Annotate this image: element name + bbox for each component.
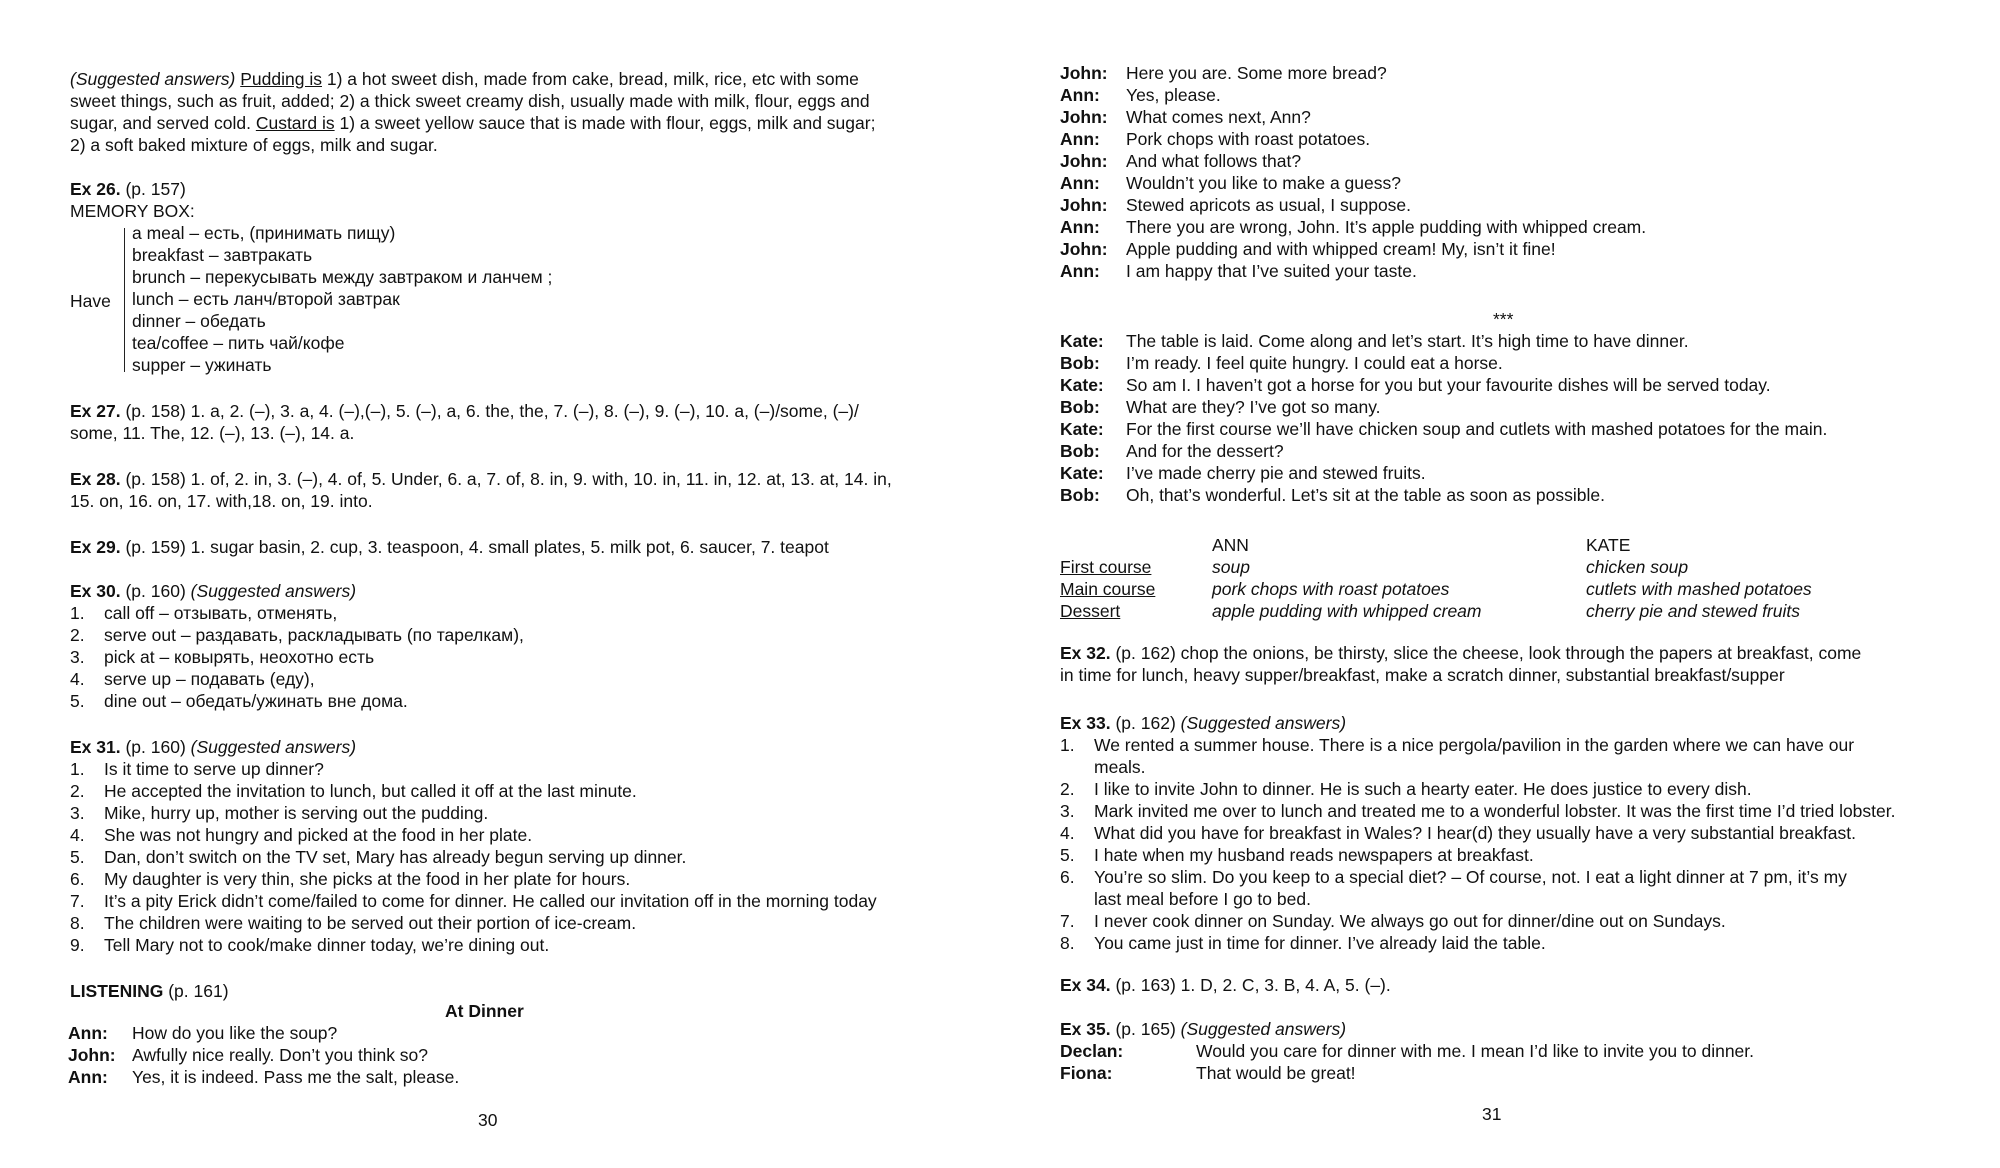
- memory-item: breakfast – завтракать: [132, 245, 313, 265]
- item-number: 1.: [70, 759, 85, 779]
- list-item: [70, 802, 877, 824]
- kate-dish: cutlets with mashed potatoes: [1586, 579, 1812, 599]
- dialogue-line: [1060, 1062, 1754, 1084]
- utterance: So am I. I haven’t got a horse for you but your favourite dishes will be served today.: [1126, 375, 1771, 395]
- list-item: [70, 868, 877, 890]
- ex32-answers-1: (p. 162) chop the onions, be thirsty, slice the cheese, look through the papers at breakfast, come: [1115, 643, 1862, 663]
- kate-dish: cherry pie and stewed fruits: [1586, 601, 1800, 621]
- list-item: [1060, 734, 1896, 778]
- item-text: Is it time to serve up dinner?: [104, 759, 324, 779]
- dialogue-line: [1060, 484, 1827, 506]
- ex27: [70, 400, 859, 444]
- utterance: Here you are. Some more bread?: [1126, 63, 1387, 83]
- ex31-label: Ex 31.: [70, 737, 121, 757]
- dialogue-line: [1060, 374, 1827, 396]
- ex26-ref: (p. 157): [125, 179, 186, 199]
- utterance: What comes next, Ann?: [1126, 107, 1311, 127]
- listening-ref: (p. 161): [168, 981, 229, 1001]
- speaker: Bob:: [1060, 353, 1100, 373]
- course-label: Main course: [1060, 579, 1156, 599]
- ex35-note: (Suggested answers): [1180, 1019, 1347, 1039]
- ex28-answers-2: 15. on, 16. on, 17. with,18. on, 19. into.: [70, 491, 373, 511]
- item-number: 8.: [1060, 933, 1075, 953]
- memory-item: brunch – перекусывать между завтраком и ланчем ;: [132, 267, 553, 287]
- utterance: Awfully nice really. Don’t you think so?: [132, 1045, 429, 1065]
- ex31-ref: (p. 160): [125, 737, 186, 757]
- dialogue-line: [1060, 128, 1646, 150]
- list-item: [70, 668, 524, 690]
- item-text: I like to invite John to dinner. He is such a hearty eater. He does justice to every dish.: [1094, 779, 1752, 799]
- utterance: Would you care for dinner with me. I mean I’d like to invite you to dinner.: [1196, 1041, 1755, 1061]
- speaker: Bob:: [1060, 441, 1100, 461]
- utterance: Oh, that’s wonderful. Let’s sit at the table as soon as possible.: [1126, 485, 1605, 505]
- speaker: Kate:: [1060, 463, 1104, 483]
- item-number: 4.: [70, 825, 85, 845]
- speaker: Ann:: [68, 1023, 108, 1043]
- item-number: 4.: [70, 669, 85, 689]
- custard-term: Custard is: [255, 113, 335, 133]
- ex27-label: Ex 27.: [70, 401, 121, 421]
- item-text: Mark invited me over to lunch and treated me to a wonderful lobster. It was the first time I’d tried lobster.: [1094, 801, 1896, 821]
- ex31: [70, 736, 877, 956]
- menu-col-ann: ANN: [1212, 535, 1249, 555]
- utterance: Pork chops with roast potatoes.: [1126, 129, 1371, 149]
- ex35-ref: (p. 165): [1115, 1019, 1176, 1039]
- speaker: Kate:: [1060, 331, 1104, 351]
- item-number: 7.: [1060, 911, 1075, 931]
- memory-item: supper – ужинать: [132, 355, 272, 375]
- ann-dish: pork chops with roast potatoes: [1212, 579, 1450, 599]
- item-number: 2.: [70, 781, 85, 801]
- ex32: [1060, 642, 1861, 686]
- speaker: Ann:: [1060, 129, 1100, 149]
- list-item: [70, 624, 524, 646]
- utterance: I’ve made cherry pie and stewed fruits.: [1126, 463, 1426, 483]
- memory-box-title: MEMORY BOX:: [70, 201, 195, 221]
- item-text: You came just in time for dinner. I’ve already laid the table.: [1094, 933, 1546, 953]
- item-number: 6.: [1060, 867, 1075, 887]
- pudding-def-1: 1) a hot sweet dish, made from cake, bread, milk, rice, etc with some: [326, 69, 859, 89]
- speaker: Ann:: [1060, 217, 1100, 237]
- ex35-label: Ex 35.: [1060, 1019, 1111, 1039]
- ex28-label: Ex 28.: [70, 469, 121, 489]
- list-item: [70, 646, 524, 668]
- list-item: [70, 690, 524, 712]
- speaker: John:: [1060, 151, 1108, 171]
- speaker: Ann:: [1060, 85, 1100, 105]
- item-text: What did you have for breakfast in Wales? I hear(d) they usually have a very substantial breakfast.: [1094, 823, 1856, 843]
- item-number: 2.: [1060, 779, 1075, 799]
- ex33: [1060, 712, 1896, 954]
- dialogue-line: [1060, 462, 1827, 484]
- item-text: She was not hungry and picked at the food in her plate.: [104, 825, 533, 845]
- custard-def: 1) a sweet yellow sauce that is made with flour, eggs, milk and sugar;: [339, 113, 876, 133]
- item-number: 7.: [70, 891, 85, 911]
- item-number: 4.: [1060, 823, 1075, 843]
- item-number: 6.: [70, 869, 85, 889]
- ex34-label: Ex 34.: [1060, 975, 1111, 995]
- speaker: Ann:: [1060, 261, 1100, 281]
- dialogue-line: [1060, 260, 1646, 282]
- item-text: You’re so slim. Do you keep to a special diet? – Of course, not. I eat a light dinner at 7 pm, it’s my: [1094, 867, 1847, 887]
- list-item: [1060, 932, 1896, 954]
- utterance: Apple pudding and with whipped cream! My, isn’t it fine!: [1126, 239, 1556, 259]
- utterance: I’m ready. I feel quite hungry. I could eat a horse.: [1126, 353, 1503, 373]
- item-text: He accepted the invitation to lunch, but called it off at the last minute.: [104, 781, 637, 801]
- list-item: [1060, 844, 1896, 866]
- memory-brace: [124, 228, 125, 372]
- right-page: [1000, 0, 2000, 1168]
- item-number: 1.: [70, 603, 85, 623]
- list-item: [1060, 910, 1896, 932]
- speaker: Fiona:: [1060, 1063, 1113, 1083]
- section-separator: ***: [1493, 309, 1514, 329]
- menu-col-kate: KATE: [1586, 535, 1631, 555]
- item-text-cont: last meal before I go to bed.: [1094, 889, 1311, 909]
- item-number: 5.: [70, 691, 85, 711]
- ex29-answers: (p. 159) 1. sugar basin, 2. cup, 3. teaspoon, 4. small plates, 5. milk pot, 6. saucer, 7. teapot: [125, 537, 829, 557]
- utterance: For the first course we’ll have chicken soup and cutlets with mashed potatoes for the main.: [1126, 419, 1828, 439]
- item-number: 9.: [70, 935, 85, 955]
- ex30: [70, 580, 524, 712]
- item-text: It’s a pity Erick didn’t come/failed to come for dinner. He called our invitation off in the morning today: [104, 891, 877, 911]
- speaker: Bob:: [1060, 485, 1100, 505]
- menu-table: [1060, 534, 1812, 622]
- utterance: Yes, it is indeed. Pass me the salt, please.: [132, 1067, 460, 1087]
- list-item: [1060, 866, 1896, 910]
- utterance: And what follows that?: [1126, 151, 1302, 171]
- ex34-answers: (p. 163) 1. D, 2. C, 3. B, 4. A, 5. (–).: [1115, 975, 1391, 995]
- dialogue-line: [1060, 106, 1646, 128]
- ex32-label: Ex 32.: [1060, 643, 1111, 663]
- item-number: 5.: [70, 847, 85, 867]
- ex30-note: (Suggested answers): [190, 581, 357, 601]
- dialogue-line: [1060, 62, 1646, 84]
- kate-dish: chicken soup: [1586, 557, 1689, 577]
- speaker: Kate:: [1060, 419, 1104, 439]
- dialogue-line: [1060, 396, 1827, 418]
- ex33-label: Ex 33.: [1060, 713, 1111, 733]
- ann-dish: apple pudding with whipped cream: [1212, 601, 1482, 621]
- item-number: 5.: [1060, 845, 1075, 865]
- item-number: 2.: [70, 625, 85, 645]
- list-item: [70, 780, 877, 802]
- custard-def-2: 2) a soft baked mixture of eggs, milk and sugar.: [70, 135, 438, 155]
- utterance: How do you like the soup?: [132, 1023, 338, 1043]
- ex32-answers-2: in time for lunch, heavy supper/breakfast, make a scratch dinner, substantial breakfast/supper: [1060, 665, 1785, 685]
- menu-row: [1060, 556, 1812, 578]
- speaker: Bob:: [1060, 397, 1100, 417]
- dialogue-line: [1060, 84, 1646, 106]
- pudding-term: Pudding is: [240, 69, 322, 89]
- dialogue-line: [68, 1022, 459, 1044]
- item-number: 8.: [70, 913, 85, 933]
- item-number: 1.: [1060, 735, 1075, 755]
- utterance: What are they? I’ve got so many.: [1126, 397, 1381, 417]
- utterance: Stewed apricots as usual, I suppose.: [1126, 195, 1412, 215]
- dialogue-line: [68, 1044, 459, 1066]
- dialogue-line: [1060, 352, 1827, 374]
- dialogue-line: [1060, 440, 1827, 462]
- course-label: First course: [1060, 557, 1152, 577]
- item-number: 3.: [70, 647, 85, 667]
- utterance: Wouldn’t you like to make a guess?: [1126, 173, 1401, 193]
- dialogue-john-ann: [1060, 62, 1646, 282]
- pudding-def-3a: sugar, and served cold.: [70, 113, 251, 133]
- dialogue-line: [1060, 330, 1827, 352]
- dialogue-line: [1060, 418, 1827, 440]
- memory-item: dinner – обедать: [132, 311, 266, 331]
- ex33-note: (Suggested answers): [1180, 713, 1347, 733]
- pudding-definition: [70, 68, 940, 156]
- dialogue-line: [1060, 1040, 1754, 1062]
- item-text: I never cook dinner on Sunday. We always go out for dinner/dine out on Sundays.: [1094, 911, 1726, 931]
- speaker: John:: [1060, 63, 1108, 83]
- ex27-answers-2: some, 11. The, 12. (–), 13. (–), 14. a.: [70, 423, 355, 443]
- list-item: [70, 890, 877, 912]
- list-item: [70, 934, 877, 956]
- item-number: 3.: [70, 803, 85, 823]
- ex27-answers-1: (p. 158) 1. a, 2. (–), 3. a, 4. (–),(–), 5. (–), a, 6. the, the, 7. (–), 8. (–), 9. (–), 10. a, (–)/some, (–)/: [125, 401, 859, 421]
- dialogue-line: [1060, 194, 1646, 216]
- ann-dish: soup: [1212, 557, 1250, 577]
- list-item: [1060, 800, 1896, 822]
- item-text: My daughter is very thin, she picks at the food in her plate for hours.: [104, 869, 631, 889]
- utterance: And for the dessert?: [1126, 441, 1284, 461]
- course-label: Dessert: [1060, 601, 1121, 621]
- ex29-label: Ex 29.: [70, 537, 121, 557]
- speaker: Declan:: [1060, 1041, 1124, 1061]
- speaker: Ann:: [1060, 173, 1100, 193]
- list-item: [70, 824, 877, 846]
- item-text: Mike, hurry up, mother is serving out the pudding.: [104, 803, 489, 823]
- item-text: Tell Mary not to cook/make dinner today, we’re dining out.: [104, 935, 550, 955]
- listening-title: At Dinner: [445, 1001, 524, 1021]
- ex29: [70, 536, 829, 558]
- ex35: [1060, 1018, 1754, 1084]
- ex34: [1060, 974, 1391, 996]
- dialogue-line: [1060, 238, 1646, 260]
- utterance: I am happy that I’ve suited your taste.: [1126, 261, 1417, 281]
- dialogue-kate-bob: [1060, 330, 1827, 506]
- pudding-lead: (Suggested answers): [70, 69, 236, 89]
- item-text: The children were waiting to be served out their portion of ice-cream.: [104, 913, 637, 933]
- speaker: Ann:: [68, 1067, 108, 1087]
- ex30-ref: (p. 160): [125, 581, 186, 601]
- listening-dialogue: [68, 1022, 459, 1088]
- item-text: pick at – ковырять, неохотно есть: [104, 647, 375, 667]
- pudding-def-2: sweet things, such as fruit, added; 2) a thick sweet creamy dish, usually made with milk, flour, eggs and: [70, 91, 870, 111]
- list-item: [70, 602, 524, 624]
- memory-have: Have: [70, 291, 111, 311]
- memory-item: tea/coffee – пить чай/кофе: [132, 333, 345, 353]
- ex30-label: Ex 30.: [70, 581, 121, 601]
- utterance: There you are wrong, John. It’s apple pudding with whipped cream.: [1126, 217, 1647, 237]
- ex26-label: Ex 26.: [70, 179, 121, 199]
- memory-item: lunch – есть ланч/второй завтрак: [132, 289, 400, 309]
- item-text: serve up – подавать (еду),: [104, 669, 315, 689]
- list-item: [1060, 778, 1896, 800]
- menu-row: [1060, 600, 1812, 622]
- memory-box-list: [132, 222, 552, 376]
- listening-heading: [70, 980, 229, 1002]
- ex26-heading: [70, 178, 195, 222]
- ex33-ref: (p. 162): [1115, 713, 1176, 733]
- memory-item: a meal – есть, (принимать пищу): [132, 223, 396, 243]
- utterance: The table is laid. Come along and let’s start. It’s high time to have dinner.: [1126, 331, 1689, 351]
- speaker: John:: [1060, 239, 1108, 259]
- item-text: I hate when my husband reads newspapers at breakfast.: [1094, 845, 1534, 865]
- dialogue-line: [1060, 216, 1646, 238]
- menu-row: [1060, 578, 1812, 600]
- utterance: That would be great!: [1196, 1063, 1356, 1083]
- item-text: call off – отзывать, отменять,: [104, 603, 338, 623]
- speaker: John:: [1060, 195, 1108, 215]
- list-item: [70, 758, 877, 780]
- item-text: Dan, don’t switch on the TV set, Mary has already begun serving up dinner.: [104, 847, 687, 867]
- ex28-answers-1: (p. 158) 1. of, 2. in, 3. (–), 4. of, 5. Under, 6. a, 7. of, 8. in, 9. with, 10. in, 11. in, 12. at, 13. at, 14. in,: [125, 469, 892, 489]
- speaker: John:: [68, 1045, 116, 1065]
- dialogue-line: [68, 1066, 459, 1088]
- ex31-note: (Suggested answers): [190, 737, 357, 757]
- list-item: [70, 846, 877, 868]
- listening-label: LISTENING: [70, 981, 164, 1001]
- ex28: [70, 468, 892, 512]
- utterance: Yes, please.: [1126, 85, 1221, 105]
- dialogue-line: [1060, 172, 1646, 194]
- item-text: We rented a summer house. There is a nice pergola/pavilion in the garden where we can have our: [1094, 735, 1855, 755]
- dialogue-line: [1060, 150, 1646, 172]
- speaker: John:: [1060, 107, 1108, 127]
- item-text-cont: meals.: [1094, 757, 1146, 777]
- item-text: dine out – обедать/ужинать вне дома.: [104, 691, 408, 711]
- speaker: Kate:: [1060, 375, 1104, 395]
- page-number: 31: [1482, 1104, 1502, 1124]
- menu-header-row: [1060, 534, 1812, 556]
- item-text: serve out – раздавать, раскладывать (по тарелкам),: [104, 625, 524, 645]
- list-item: [1060, 822, 1896, 844]
- list-item: [70, 912, 877, 934]
- page-number: 30: [478, 1110, 498, 1130]
- item-number: 3.: [1060, 801, 1075, 821]
